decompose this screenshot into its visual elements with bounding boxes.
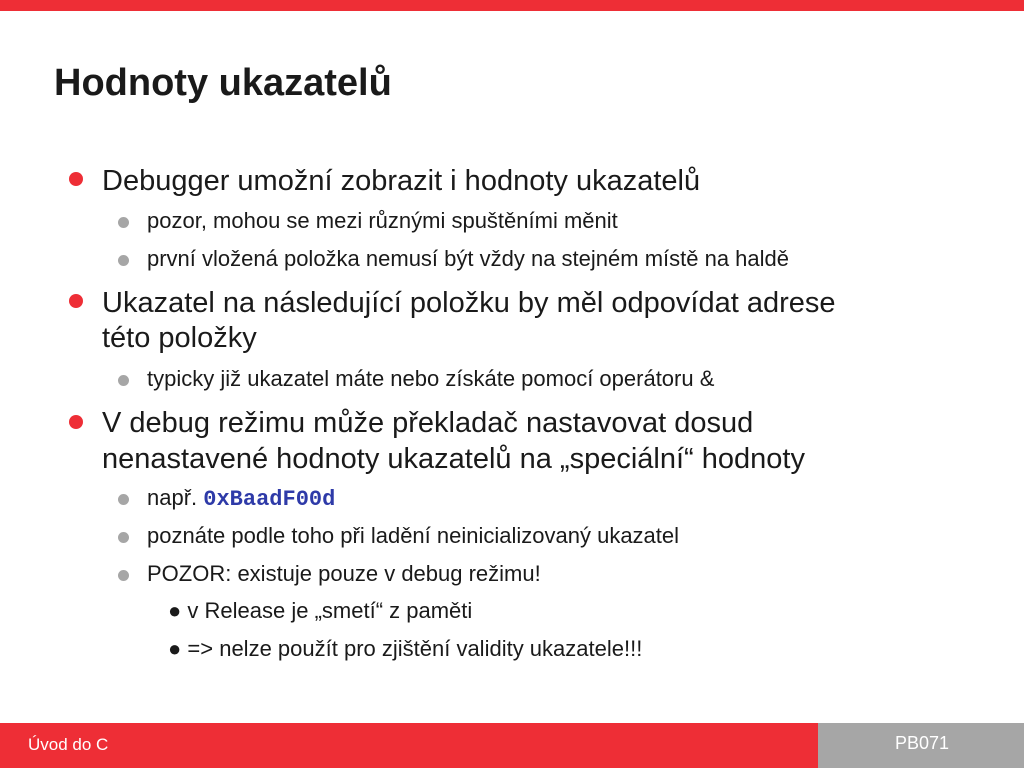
bullet-3-text-line1: V debug režimu může překladač nastavovat dosud bbox=[102, 407, 754, 439]
bullet-2-text-line1: Ukazatel na následující položku by měl odpovídat adrese bbox=[102, 287, 836, 319]
slide-title: Hodnoty ukazatelů bbox=[54, 62, 392, 104]
gray-bullet-icon bbox=[118, 494, 129, 505]
bullet-3-text-line2: nenastavené hodnoty ukazatelů na „speciální“ hodnoty bbox=[102, 443, 805, 475]
bullet-1-text: Debugger umožní zobrazit i hodnoty ukazatelů bbox=[102, 165, 701, 197]
gray-bullet-icon bbox=[118, 375, 129, 386]
gray-bullet-icon bbox=[118, 532, 129, 543]
bullet-3-3-text: POZOR: existuje pouze v debug režimu! bbox=[147, 561, 541, 586]
bullet-2-1-text: typicky již ukazatel máte nebo získáte pomocí operátoru & bbox=[147, 366, 715, 391]
footer-course-title: Úvod do C bbox=[28, 735, 109, 754]
gray-bullet-icon bbox=[118, 570, 129, 581]
example-code: 0xBaadF00d bbox=[203, 487, 336, 512]
bullet-3-1-text bbox=[147, 484, 335, 514]
footer-course-code: PB071 bbox=[895, 733, 950, 753]
red-bullet-icon bbox=[69, 294, 83, 308]
bullet-3-3-1-text: ● v Release je „smetí“ z paměti bbox=[168, 598, 473, 623]
bullet-3-2-text: poznáte podle toho při ladění neinicializovaný ukazatel bbox=[147, 523, 680, 548]
example-prefix: např. bbox=[147, 485, 198, 510]
bullet-2-text-line2: této položky bbox=[102, 322, 257, 354]
bullet-3-3-2-text: ● => nelze použít pro zjištění validity ukazatele!!! bbox=[168, 636, 643, 661]
bullet-1-2-text: první vložená položka nemusí být vždy na stejném místě na haldě bbox=[147, 246, 790, 271]
bullet-1-1-text: pozor, mohou se mezi různými spuštěními měnit bbox=[147, 208, 618, 233]
red-bullet-icon bbox=[69, 172, 83, 186]
gray-bullet-icon bbox=[118, 217, 129, 228]
footer-left-bar bbox=[0, 723, 818, 768]
gray-bullet-icon bbox=[118, 255, 129, 266]
red-bullet-icon bbox=[69, 415, 83, 429]
top-accent-bar bbox=[0, 0, 1024, 11]
